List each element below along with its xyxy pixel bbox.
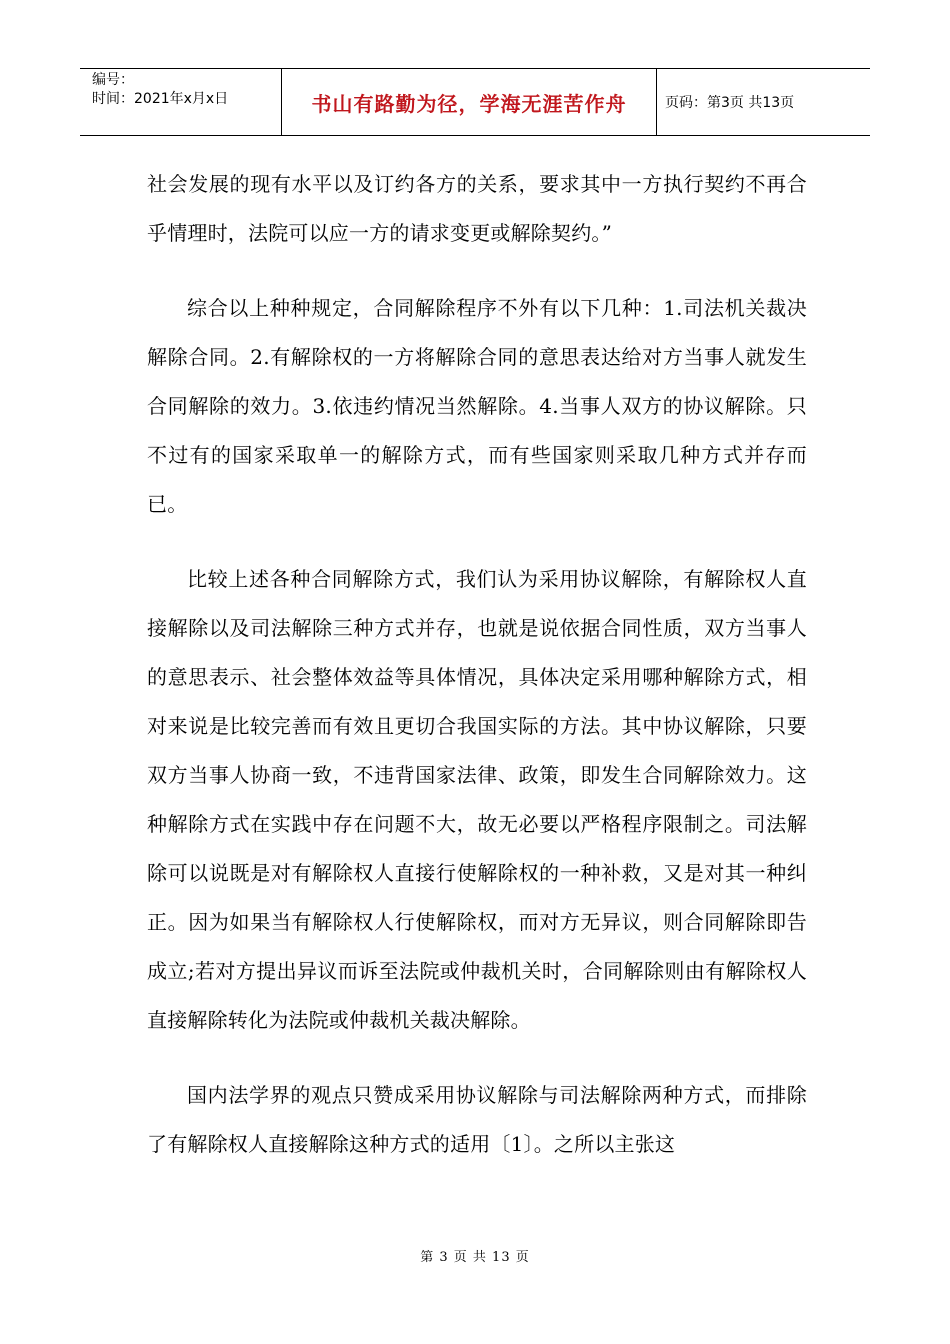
header-page-info: 页码：第3页 共13页 [665, 95, 795, 111]
document-number-label: 编号： [92, 72, 134, 88]
document-time-label: 时间：2021年x月x日 [92, 91, 229, 107]
header-motto: 书山有路勤为径，学海无涯苦作舟 [282, 69, 657, 135]
page-header [80, 68, 870, 136]
page-footer: 第 3 页 共 13 页 [420, 1250, 530, 1265]
paragraph: 比较上述各种合同解除方式，我们认为采用协议解除，有解除权人直接解除以及司法解除三种方式并存，也就是说依据合同性质，双方当事人的意思表示、社会整体效益等具体情况，具体决定采用哪种解除方式，相对来说是比较完善而有效且更切合我国实际的方法。其中协议解除，只要双方当事人协商一致，不违背国家法律、政策，即发生合同解除效力。这种解除方式在实践中存在问题不大，故无必要以严格程序限制之。司法解除可以说既是对有解除权人直接行使解除权的一种补救，又是对其一种纠正。因为如果当有解除权人行使解除权，而对方无异议，则合同解除即告成立;若对方提出异议而诉至法院或仲裁机关时，合同解除则由有解除权人直接解除转化为法院或仲裁机关裁决解除。 [147, 567, 807, 1032]
document-body [147, 160, 807, 1195]
paragraph: 综合以上种种规定，合同解除程序不外有以下几种：1.司法机关裁决解除合同。2.有解除权的一方将解除合同的意思表达给对方当事人就发生合同解除的效力。3.依违约情况当然解除。4.当事人双方的协议解除。只不过有的国家采取单一的解除方式，而有些国家则采取几种方式并存而已。 [147, 296, 807, 516]
paragraph: 国内法学界的观点只赞成采用协议解除与司法解除两种方式，而排除了有解除权人直接解除这种方式的适用〔1〕。之所以主张这 [147, 1083, 807, 1156]
header-meta [80, 69, 282, 135]
paragraph-continued: 社会发展的现有水平以及订约各方的关系，要求其中一方执行契约不再合乎情理时，法院可以应一方的请求变更或解除契约。” [147, 172, 807, 245]
